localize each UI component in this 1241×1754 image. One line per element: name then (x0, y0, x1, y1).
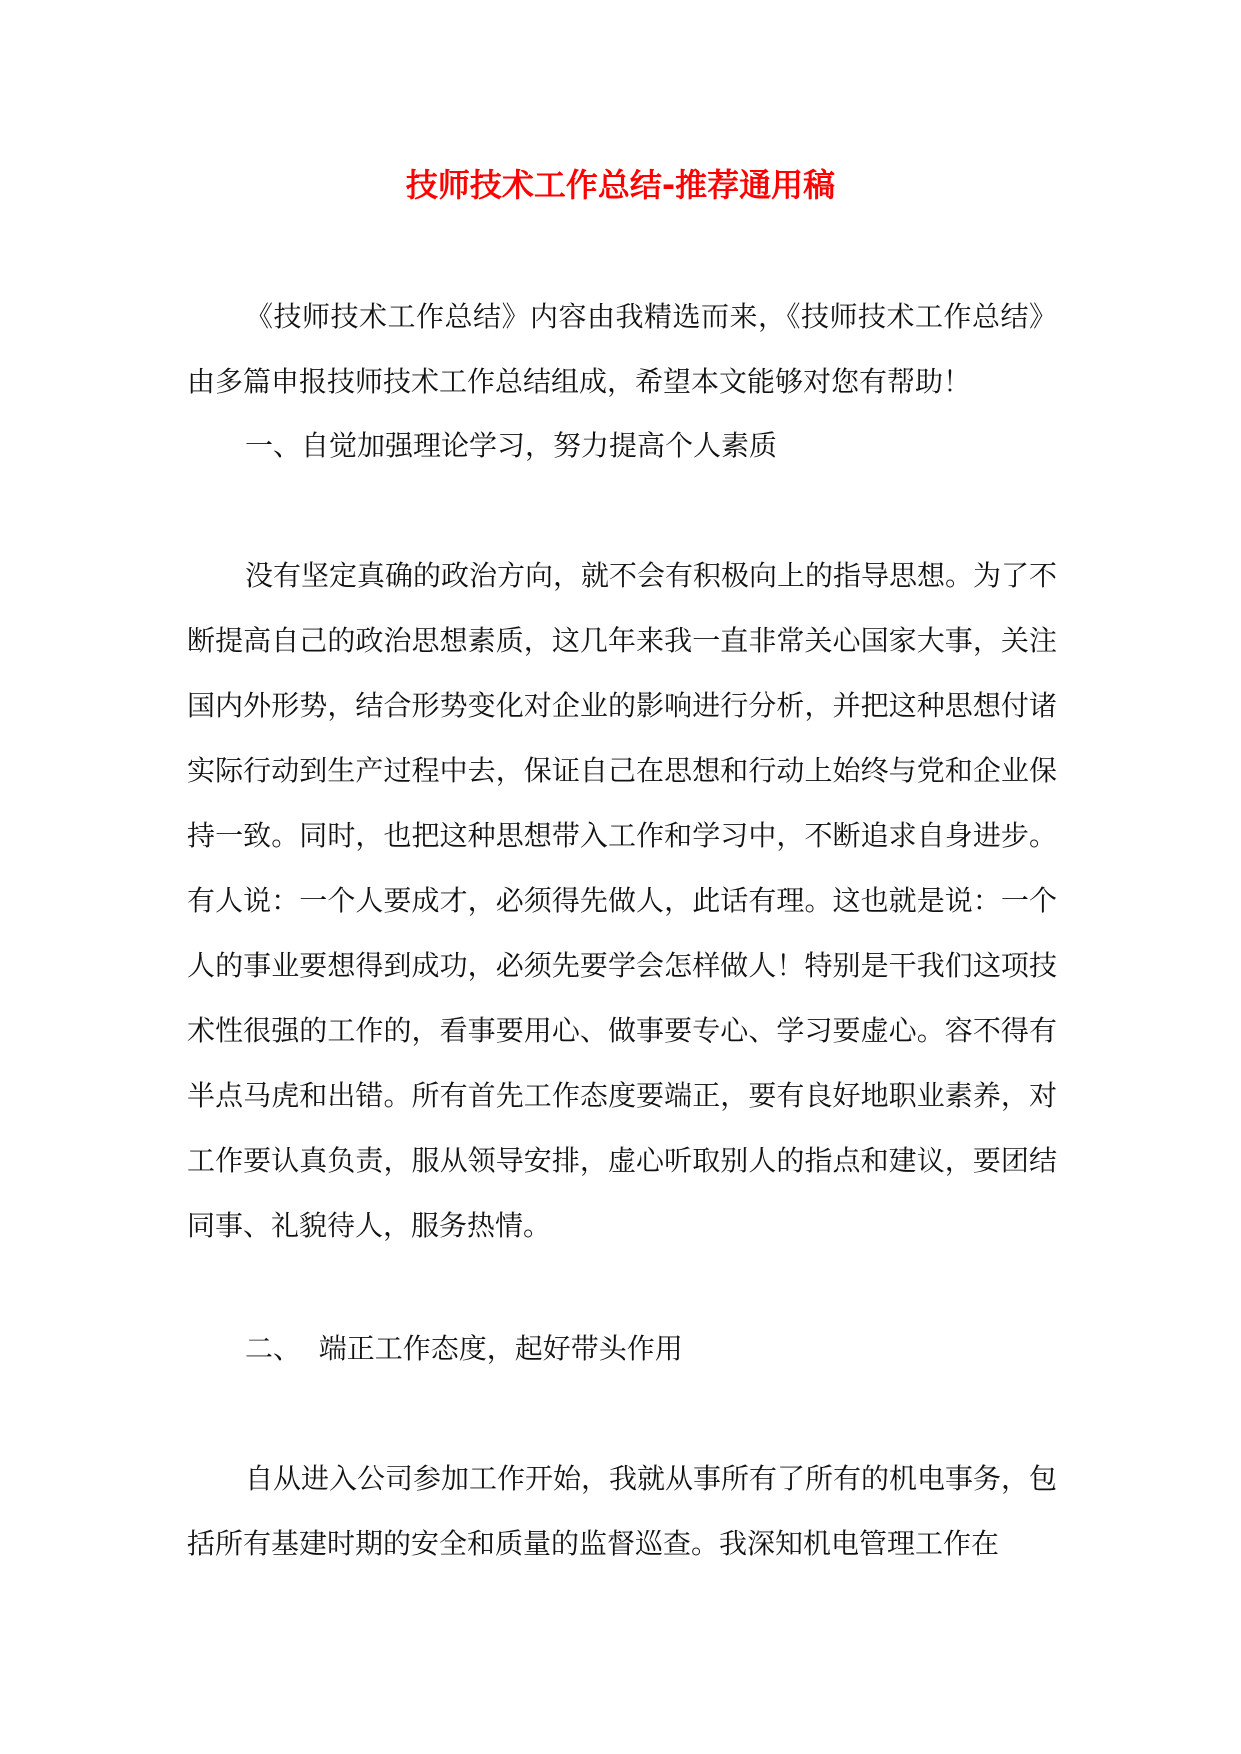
intro-paragraph: 《技师技术工作总结》内容由我精选而来，《技师技术工作总结》由多篇申报技师技术工作总结组成，希望本文能够对您有帮助！ (187, 300, 1057, 398)
section-paragraph-1: 没有坚定真确的政治方向，就不会有积极向上的指导思想。为了不断提高自己的政治思想素质，这几年来我一直非常关心国家大事，关注国内外形势，结合形势变化对企业的影响进行分析，并把这种思想付诸实际行动到生产过程中去，保证自己在思想和行动上始终与党和企业保持一致。同时，也把这种思想带入工作和学习中，不断追求自身进步。有人说：一个人要成才，必须得先做人，此话有理。这也就是说：一个人的事业要想得到成功，必须先要学会怎样做人！特别是干我们这项技术性很强的工作的，看事要用心、做事要专心、学习要虚心。容不得有半点马虎和出错。所有首先工作态度要端正，要有良好地职业素养，对工作要认真负责，服从领导安排，虚心听取别人的指点和建议，要团结同事、礼貌待人，服务热情。 (187, 559, 1058, 1242)
section-heading-1: 一、自觉加强理论学习，努力提高个人素质 (245, 429, 778, 462)
section-heading-2: 二、 端正工作态度，起好带头作用 (245, 1332, 683, 1365)
document-title: 技师技术工作总结-推荐通用稿 (405, 166, 836, 204)
section-paragraph-2: 自从进入公司参加工作开始，我就从事所有了所有的机电事务，包括所有基建时期的安全和质量的监督巡查。我深知机电管理工作在 (187, 1462, 1058, 1560)
